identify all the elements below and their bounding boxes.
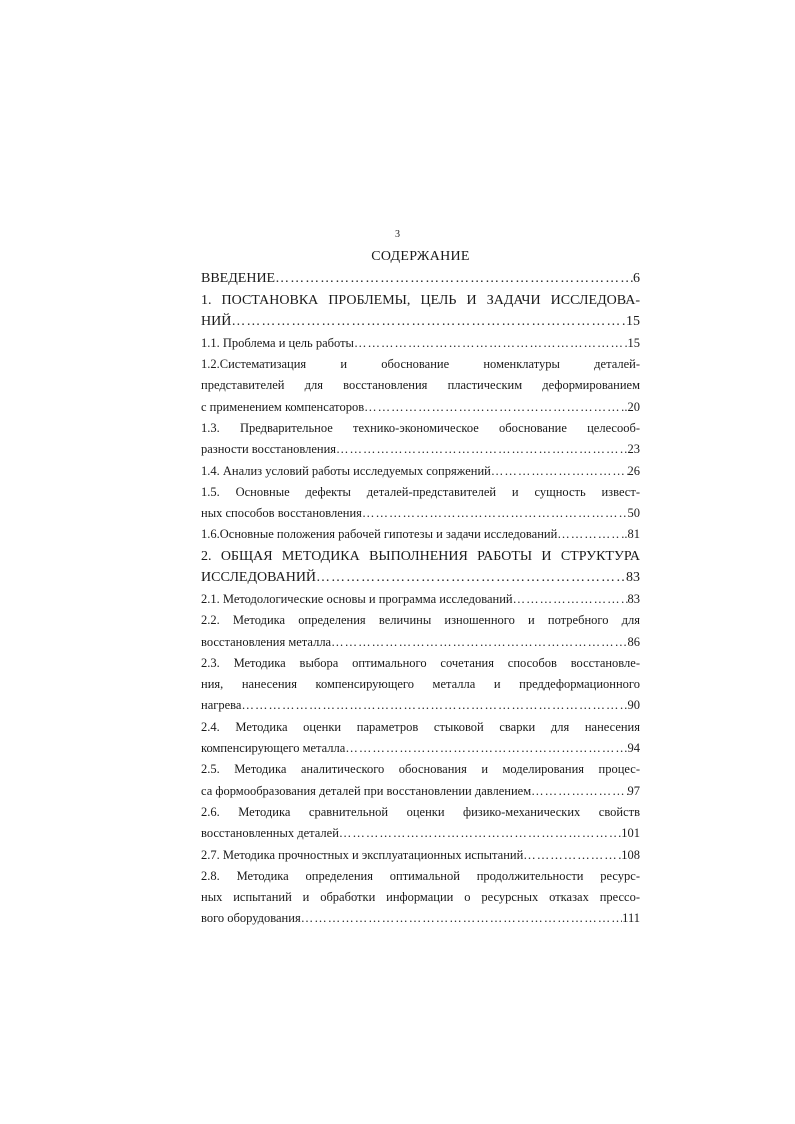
- toc-entry-text: 2.4. Методика оценки параметров стыковой сварки для нанесения: [201, 719, 640, 734]
- toc-entry: [201, 674, 640, 695]
- toc-leader-dots: [339, 823, 618, 844]
- toc-page-number: 90: [627, 698, 640, 713]
- toc-entry: [201, 845, 640, 866]
- toc-entry-text: ния, нанесения компенсирующего металла и преддеформационного: [201, 677, 640, 692]
- toc-entry-text: 2.6. Методика сравнительной оценки физико-механических свойств: [201, 804, 640, 819]
- toc-leader-dots: [301, 908, 622, 929]
- toc-entry-text: 2. ОБЩАЯ МЕТОДИКА ВЫПОЛНЕНИЯ РАБОТЫ И СТРУКТУРА: [201, 548, 640, 564]
- toc-entry-text: 2.2. Методика определения величины изношенного и потребного для: [201, 613, 640, 628]
- toc-page-number: 83: [627, 591, 640, 606]
- toc-entry: [201, 461, 640, 482]
- toc-entry: [201, 290, 640, 312]
- toc-entry-text: 1.4. Анализ условий работы исследуемых сопряжений: [201, 463, 491, 478]
- toc-leader-dots: [345, 738, 627, 759]
- toc-entry: [201, 695, 640, 716]
- toc-entry: [201, 268, 640, 290]
- toc-entry-text: с применением компенсаторов: [201, 399, 365, 414]
- toc-entry: [201, 333, 640, 354]
- toc-page-number: 15: [627, 335, 640, 350]
- toc-entry-text: нагрева: [201, 698, 242, 713]
- toc-entry: [201, 311, 640, 333]
- toc-entry-text: ных испытаний и обработки информации о ресурсных отказах прессо-: [201, 890, 640, 905]
- toc-entry: [201, 908, 640, 929]
- toc-page-number: 26: [627, 463, 640, 478]
- toc-entry: [201, 567, 640, 589]
- toc-entry: [201, 524, 640, 545]
- toc-entry-text: 2.3. Методика выбора оптимального сочетания способов восстановле-: [201, 655, 640, 670]
- toc-page-number: .20: [624, 399, 640, 414]
- table-of-contents: [201, 246, 640, 930]
- toc-entry: [201, 887, 640, 908]
- toc-entry-text: 1.5. Основные дефекты деталей-представителей и сущность извест-: [201, 484, 640, 499]
- toc-entry: [201, 589, 640, 610]
- toc-page-number: 111: [622, 911, 640, 926]
- toc-entry: [201, 802, 640, 823]
- toc-entry-text: разности восстановления: [201, 442, 337, 457]
- toc-entry: [201, 482, 640, 503]
- toc-entry-text: представителей для восстановления пластическим деформированием: [201, 378, 640, 393]
- toc-entry: [201, 439, 640, 460]
- toc-leader-dots: [531, 781, 627, 802]
- toc-entry: [201, 866, 640, 887]
- toc-entry: [201, 632, 640, 653]
- toc-entry: [201, 397, 640, 418]
- toc-page-number: .101: [618, 826, 640, 841]
- toc-title: СОДЕРЖАНИЕ: [371, 249, 470, 264]
- toc-entry: [201, 418, 640, 439]
- toc-entry: [201, 717, 640, 738]
- toc-entry-text: 1. ПОСТАНОВКА ПРОБЛЕМЫ, ЦЕЛЬ И ЗАДАЧИ ИССЛЕДОВА-: [201, 292, 640, 308]
- toc-entry: [201, 781, 640, 802]
- toc-entry: [201, 759, 640, 780]
- toc-entry: [201, 738, 640, 759]
- toc-entry: [201, 610, 640, 631]
- toc-entry-text: восстановленных деталей: [201, 826, 339, 841]
- toc-entry: [201, 823, 640, 844]
- toc-lines: [201, 268, 640, 930]
- toc-leader-dots: [557, 524, 621, 545]
- toc-page-number: 23: [627, 442, 640, 457]
- toc-leader-dots: [241, 695, 627, 716]
- toc-entry-text: 1.6.Основные положения рабочей гипотезы и задачи исследований: [201, 527, 558, 542]
- toc-leader-dots: [336, 439, 627, 460]
- toc-leader-dots: [354, 333, 628, 354]
- toc-entry-text: 1.2.Систематизация и обоснование номенклатуры деталей-: [201, 357, 640, 372]
- toc-entry: [201, 375, 640, 396]
- toc-entry: [201, 546, 640, 568]
- toc-page-number: 94: [627, 741, 640, 756]
- toc-entry-text: 2.1. Методологические основы и программа исследований: [201, 591, 513, 606]
- toc-page-number: 15: [626, 314, 640, 330]
- toc-entry-text: восстановления металла: [201, 634, 332, 649]
- toc-leader-dots: [362, 503, 628, 524]
- toc-entry-text: компенсирующего металла: [201, 741, 346, 756]
- toc-entry: [201, 653, 640, 674]
- toc-leader-dots: [364, 397, 624, 418]
- toc-entry-text: 2.8. Методика определения оптимальной продолжительности ресурс-: [201, 868, 640, 883]
- toc-entry: [201, 503, 640, 524]
- toc-entry-text: 1.3. Предварительное технико-экономическое обоснование целесооб-: [201, 420, 640, 435]
- toc-leader-dots: [275, 268, 633, 290]
- page-number: 3: [395, 229, 400, 240]
- toc-leader-dots: [523, 845, 621, 866]
- toc-leader-dots: [231, 311, 626, 333]
- toc-entry-text: НИЙ: [201, 314, 232, 330]
- toc-entry-text: ВВЕДЕНИЕ: [201, 271, 276, 286]
- toc-page-number: 108: [621, 847, 640, 862]
- toc-page-number: 50: [627, 506, 640, 521]
- toc-page-number: 97: [627, 783, 640, 798]
- toc-page-number: 83: [626, 570, 640, 586]
- toc-entry-text: ИССЛЕДОВАНИЙ: [201, 570, 317, 586]
- toc-page-number: 6: [633, 271, 640, 286]
- toc-leader-dots: [331, 632, 627, 653]
- toc-leader-dots: [316, 567, 626, 589]
- toc-entry: [201, 354, 640, 375]
- toc-page-number: ..81: [621, 527, 640, 542]
- toc-entry-text: 2.5. Методика аналитического обоснования и моделирования процес-: [201, 762, 640, 777]
- toc-leader-dots: [513, 589, 628, 610]
- toc-leader-dots: [491, 461, 628, 482]
- toc-entry-text: 1.1. Проблема и цель работы: [201, 335, 354, 350]
- toc-entry-text: вого оборудования: [201, 911, 301, 926]
- toc-page-number: 86: [627, 634, 640, 649]
- toc-entry-text: са формообразования деталей при восстановлении давлением: [201, 783, 532, 798]
- toc-entry-text: 2.7. Методика прочностных и эксплуатационных испытаний: [201, 847, 524, 862]
- toc-entry-text: ных способов восстановления: [201, 506, 362, 521]
